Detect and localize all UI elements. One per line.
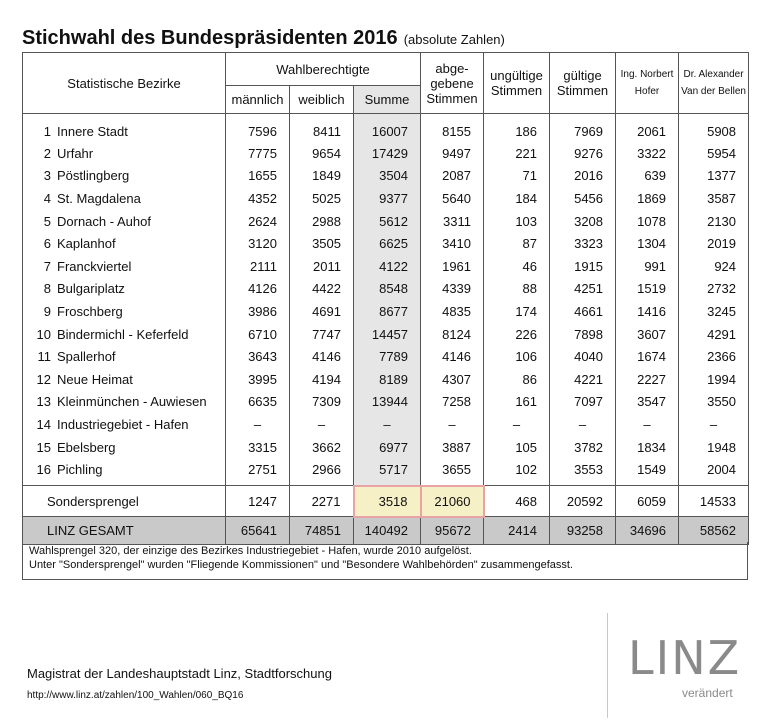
cell-h: 991 xyxy=(616,255,679,278)
district-name xyxy=(23,345,226,368)
cell-h: – xyxy=(616,413,679,436)
cell-v: 2732 xyxy=(679,278,749,301)
cell-a: 4339 xyxy=(421,278,484,301)
cell-w: 2988 xyxy=(290,210,354,233)
header-hofer: Ing. Norbert Hofer xyxy=(616,53,679,114)
cell-h: 1078 xyxy=(616,210,679,233)
cell-v: 5954 xyxy=(679,142,749,165)
cell-w: 8411 xyxy=(290,114,354,143)
cell-a: 3410 xyxy=(421,232,484,255)
cell-g: 2016 xyxy=(550,165,616,188)
district-number: 11 xyxy=(37,349,51,365)
table-row xyxy=(23,232,749,255)
cell-g: 5456 xyxy=(550,187,616,210)
table-row xyxy=(23,210,749,233)
cell-s: 13944 xyxy=(354,391,421,414)
header-bezirke: Statistische Bezirke xyxy=(23,53,226,114)
cell-m: 3315 xyxy=(226,436,290,459)
district-number: 5 xyxy=(43,213,51,229)
total-weiblich: 74851 xyxy=(290,517,354,545)
header-summe: Summe xyxy=(354,86,421,114)
cell-h: 3607 xyxy=(616,323,679,346)
total-row xyxy=(23,517,749,545)
cell-s: 5612 xyxy=(354,210,421,233)
district-label: St. Magdalena xyxy=(57,190,141,206)
total-maennlich: 65641 xyxy=(226,517,290,545)
cell-u: 184 xyxy=(484,187,550,210)
header-wahlberechtigte: Wahlberechtigte xyxy=(226,53,421,86)
district-label: Pöstlingberg xyxy=(57,168,130,184)
cell-v: 1994 xyxy=(679,368,749,391)
cell-m: 3120 xyxy=(226,232,290,255)
district-label: Spallerhof xyxy=(57,349,116,365)
cell-m: 4126 xyxy=(226,278,290,301)
cell-m: 3995 xyxy=(226,368,290,391)
district-name xyxy=(23,210,226,233)
table-row xyxy=(23,114,749,143)
cell-u: 174 xyxy=(484,300,550,323)
cell-g: 3323 xyxy=(550,232,616,255)
header-weiblich: weiblich xyxy=(290,86,354,114)
district-number: 13 xyxy=(36,394,51,410)
district-name xyxy=(23,114,226,143)
cell-v: 5908 xyxy=(679,114,749,143)
cell-g: 4661 xyxy=(550,300,616,323)
district-name xyxy=(23,391,226,414)
total-gueltige: 93258 xyxy=(550,517,616,545)
table-row xyxy=(23,165,749,188)
footnotes xyxy=(22,542,748,580)
footer-divider xyxy=(607,613,608,718)
footnote-2: Unter "Sondersprengel" wurden "Fliegende Kommissionen" und "Besondere Wahlbehörden" zusammengefasst. xyxy=(29,559,573,571)
district-number: 1 xyxy=(43,123,51,139)
cell-w: – xyxy=(290,413,354,436)
cell-s: 6625 xyxy=(354,232,421,255)
source-text: Magistrat der Landeshauptstadt Linz, Stadtforschung xyxy=(27,666,332,681)
cell-u: 88 xyxy=(484,278,550,301)
district-name xyxy=(23,300,226,323)
cell-w: 4422 xyxy=(290,278,354,301)
cell-g: 7898 xyxy=(550,323,616,346)
total-ungueltige: 2414 xyxy=(484,517,550,545)
cell-g: 7097 xyxy=(550,391,616,414)
cell-s: 3504 xyxy=(354,165,421,188)
cell-g: 1915 xyxy=(550,255,616,278)
cell-h: 1834 xyxy=(616,436,679,459)
cell-h: 1674 xyxy=(616,345,679,368)
cell-a: 4146 xyxy=(421,345,484,368)
cell-h: 639 xyxy=(616,165,679,188)
district-number: 15 xyxy=(36,439,51,455)
cell-g: 7969 xyxy=(550,114,616,143)
cell-a: 4835 xyxy=(421,300,484,323)
cell-m: 3986 xyxy=(226,300,290,323)
cell-u: 186 xyxy=(484,114,550,143)
district-number: 8 xyxy=(43,281,51,297)
cell-s: 8548 xyxy=(354,278,421,301)
results-table xyxy=(22,52,749,545)
cell-h: 1416 xyxy=(616,300,679,323)
total-name: LINZ GESAMT xyxy=(23,517,226,545)
title-text: Stichwahl des Bundespräsidenten 2016 xyxy=(22,27,398,49)
district-label: Neue Heimat xyxy=(57,371,133,387)
district-name xyxy=(23,458,226,486)
cell-u: 86 xyxy=(484,368,550,391)
cell-g: 3208 xyxy=(550,210,616,233)
cell-g: 9276 xyxy=(550,142,616,165)
cell-s: – xyxy=(354,413,421,436)
district-number: 6 xyxy=(43,236,51,252)
footnote-1: Wahlsprengel 320, der einzige des Bezirkes Industriegebiet - Hafen, wurde 2010 aufgelöst. xyxy=(29,545,472,557)
cell-w: 2011 xyxy=(290,255,354,278)
sonder-weiblich: 2271 xyxy=(290,486,354,517)
cell-u: 221 xyxy=(484,142,550,165)
cell-w: 7747 xyxy=(290,323,354,346)
sonder-maennlich: 1247 xyxy=(226,486,290,517)
cell-v: 1948 xyxy=(679,436,749,459)
cell-a: 5640 xyxy=(421,187,484,210)
cell-w: 9654 xyxy=(290,142,354,165)
cell-s: 17429 xyxy=(354,142,421,165)
cell-a: 7258 xyxy=(421,391,484,414)
district-label: Bulgariplatz xyxy=(57,281,125,297)
cell-s: 6977 xyxy=(354,436,421,459)
cell-s: 5717 xyxy=(354,458,421,486)
cell-g: 4251 xyxy=(550,278,616,301)
table-row xyxy=(23,278,749,301)
cell-a: 8155 xyxy=(421,114,484,143)
district-number: 2 xyxy=(43,145,51,161)
cell-g: 4040 xyxy=(550,345,616,368)
cell-u: 46 xyxy=(484,255,550,278)
cell-v: 2019 xyxy=(679,232,749,255)
district-name xyxy=(23,436,226,459)
cell-m: 2751 xyxy=(226,458,290,486)
cell-a: 8124 xyxy=(421,323,484,346)
cell-v: 2130 xyxy=(679,210,749,233)
cell-w: 7309 xyxy=(290,391,354,414)
cell-h: 1869 xyxy=(616,187,679,210)
cell-w: 3505 xyxy=(290,232,354,255)
cell-h: 3547 xyxy=(616,391,679,414)
cell-s: 9377 xyxy=(354,187,421,210)
district-label: Franckviertel xyxy=(57,258,132,274)
cell-g: 4221 xyxy=(550,368,616,391)
linz-logo: LINZ xyxy=(628,631,742,685)
district-number: 10 xyxy=(36,326,51,342)
cell-s: 14457 xyxy=(354,323,421,346)
total-summe: 140492 xyxy=(354,517,421,545)
cell-u: 102 xyxy=(484,458,550,486)
cell-a: 2087 xyxy=(421,165,484,188)
cell-s: 8677 xyxy=(354,300,421,323)
cell-g: 3782 xyxy=(550,436,616,459)
cell-a: 9497 xyxy=(421,142,484,165)
total-hofer: 34696 xyxy=(616,517,679,545)
cell-m: 3643 xyxy=(226,345,290,368)
cell-a: 3311 xyxy=(421,210,484,233)
cell-w: 4194 xyxy=(290,368,354,391)
cell-w: 2966 xyxy=(290,458,354,486)
table-row xyxy=(23,413,749,436)
district-label: Bindermichl - Keferfeld xyxy=(57,326,189,342)
district-name xyxy=(23,368,226,391)
cell-v: 924 xyxy=(679,255,749,278)
cell-h: 1519 xyxy=(616,278,679,301)
cell-w: 1849 xyxy=(290,165,354,188)
sonder-summe: 3518 xyxy=(354,486,421,517)
header-gueltige: gültige Stimmen xyxy=(550,53,616,114)
cell-a: – xyxy=(421,413,484,436)
cell-h: 1549 xyxy=(616,458,679,486)
district-number: 16 xyxy=(36,462,51,478)
table-row xyxy=(23,345,749,368)
table-row xyxy=(23,368,749,391)
cell-m: 7775 xyxy=(226,142,290,165)
table-row xyxy=(23,323,749,346)
cell-u: 87 xyxy=(484,232,550,255)
cell-h: 2061 xyxy=(616,114,679,143)
cell-v: 4291 xyxy=(679,323,749,346)
table-row xyxy=(23,458,749,486)
district-label: Innere Stadt xyxy=(57,123,128,139)
cell-v: 2004 xyxy=(679,458,749,486)
cell-s: 4122 xyxy=(354,255,421,278)
source-url: http://www.linz.at/zahlen/100_Wahlen/060_BQ16 xyxy=(27,690,244,701)
district-number: 12 xyxy=(36,371,51,387)
subtitle-text: (absolute Zahlen) xyxy=(403,32,505,47)
district-name xyxy=(23,255,226,278)
cell-w: 4146 xyxy=(290,345,354,368)
table-row xyxy=(23,300,749,323)
district-label: Urfahr xyxy=(57,145,94,161)
cell-h: 1304 xyxy=(616,232,679,255)
cell-v: 3550 xyxy=(679,391,749,414)
district-name xyxy=(23,323,226,346)
district-name xyxy=(23,278,226,301)
cell-m: 6635 xyxy=(226,391,290,414)
cell-v: – xyxy=(679,413,749,436)
cell-v: 1377 xyxy=(679,165,749,188)
sonder-name: Sondersprengel xyxy=(23,486,226,517)
sonder-ungueltige: 468 xyxy=(484,486,550,517)
header-abgegebene: abge- gebene Stimmen xyxy=(421,53,484,114)
logo-slogan: verändert xyxy=(682,686,733,700)
cell-a: 3887 xyxy=(421,436,484,459)
district-label: Froschberg xyxy=(57,303,123,319)
sonder-gueltige: 20592 xyxy=(550,486,616,517)
table-row xyxy=(23,436,749,459)
sonder-abgegebene: 21060 xyxy=(421,486,484,517)
district-label: Kleinmünchen - Auwiesen xyxy=(57,394,207,410)
district-name xyxy=(23,165,226,188)
header-ungueltige: ungültige Stimmen xyxy=(484,53,550,114)
cell-m: 7596 xyxy=(226,114,290,143)
cell-s: 16007 xyxy=(354,114,421,143)
sonder-vdb: 14533 xyxy=(679,486,749,517)
cell-m: 2624 xyxy=(226,210,290,233)
district-number: 14 xyxy=(36,416,51,432)
district-number: 7 xyxy=(43,258,51,274)
table-row xyxy=(23,187,749,210)
header-vdb: Dr. Alexander Van der Bellen xyxy=(679,53,749,114)
district-number: 3 xyxy=(43,168,51,184)
cell-s: 8189 xyxy=(354,368,421,391)
cell-a: 4307 xyxy=(421,368,484,391)
total-vdb: 58562 xyxy=(679,517,749,545)
cell-m: – xyxy=(226,413,290,436)
cell-u: 105 xyxy=(484,436,550,459)
cell-u: 226 xyxy=(484,323,550,346)
district-rows xyxy=(23,114,749,486)
cell-a: 1961 xyxy=(421,255,484,278)
cell-u: 71 xyxy=(484,165,550,188)
cell-v: 2366 xyxy=(679,345,749,368)
page-title xyxy=(22,27,505,50)
cell-h: 3322 xyxy=(616,142,679,165)
district-label: Ebelsberg xyxy=(57,439,116,455)
district-label: Industriegebiet - Hafen xyxy=(57,416,189,432)
header-maennlich: männlich xyxy=(226,86,290,114)
district-label: Kaplanhof xyxy=(57,236,116,252)
district-name xyxy=(23,232,226,255)
cell-m: 1655 xyxy=(226,165,290,188)
cell-u: 161 xyxy=(484,391,550,414)
cell-w: 4691 xyxy=(290,300,354,323)
district-number: 4 xyxy=(43,190,51,206)
cell-m: 2111 xyxy=(226,255,290,278)
table-row xyxy=(23,142,749,165)
cell-m: 6710 xyxy=(226,323,290,346)
cell-w: 5025 xyxy=(290,187,354,210)
cell-a: 3655 xyxy=(421,458,484,486)
cell-g: – xyxy=(550,413,616,436)
cell-h: 2227 xyxy=(616,368,679,391)
cell-u: 103 xyxy=(484,210,550,233)
cell-v: 3587 xyxy=(679,187,749,210)
district-label: Dornach - Auhof xyxy=(57,213,151,229)
table-row xyxy=(23,391,749,414)
sonder-row xyxy=(23,486,749,517)
district-label: Pichling xyxy=(57,462,103,478)
cell-s: 7789 xyxy=(354,345,421,368)
cell-g: 3553 xyxy=(550,458,616,486)
cell-w: 3662 xyxy=(290,436,354,459)
total-abgegebene: 95672 xyxy=(421,517,484,545)
cell-u: 106 xyxy=(484,345,550,368)
sonder-hofer: 6059 xyxy=(616,486,679,517)
district-name xyxy=(23,142,226,165)
district-name xyxy=(23,187,226,210)
cell-m: 4352 xyxy=(226,187,290,210)
district-name xyxy=(23,413,226,436)
cell-u: – xyxy=(484,413,550,436)
district-number: 9 xyxy=(43,303,51,319)
table-row xyxy=(23,255,749,278)
cell-v: 3245 xyxy=(679,300,749,323)
